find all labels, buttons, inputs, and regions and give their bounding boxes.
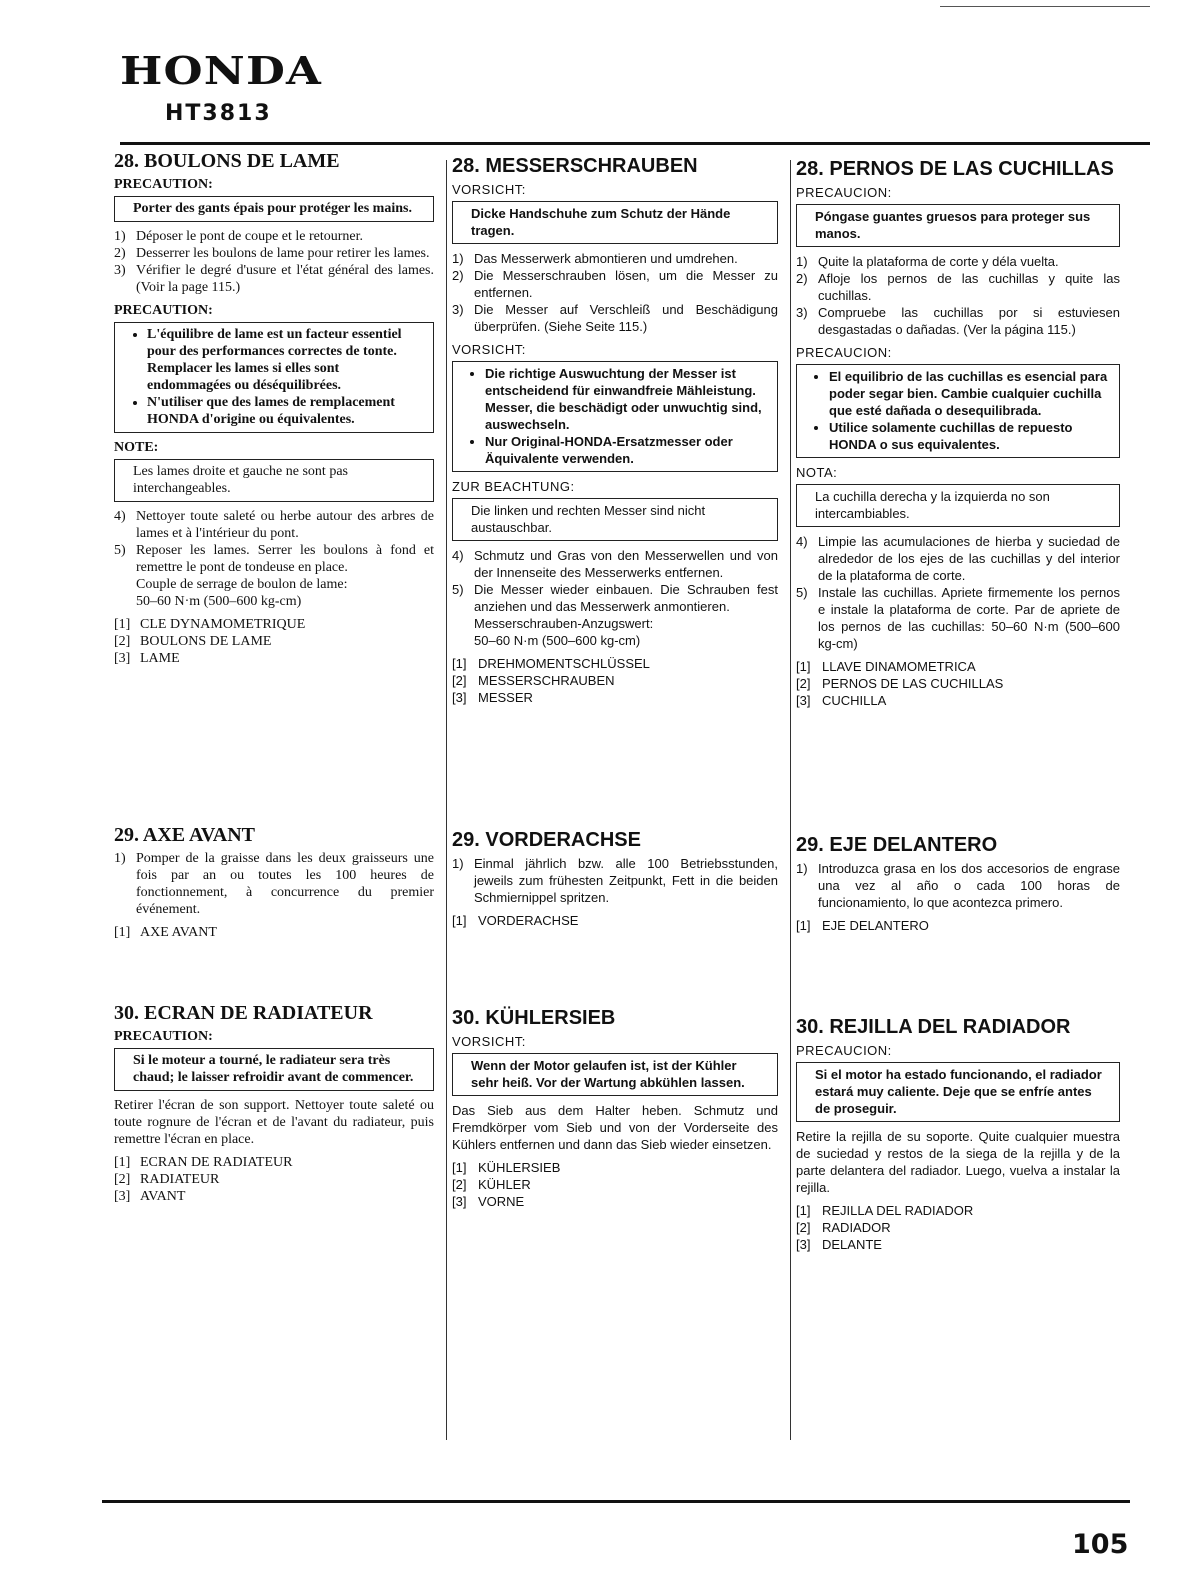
step-item — [114, 228, 434, 245]
parts-item — [796, 692, 1120, 709]
section-29 — [796, 834, 1120, 934]
note-label: NOTE: — [114, 440, 159, 455]
parts-item — [114, 616, 434, 633]
precaution-box: Si le moteur a tourné, le radiateur sera très chaud; le laisser refroidir avant de commencer. — [114, 1048, 434, 1091]
parts-item — [452, 655, 778, 672]
step-number: 3) — [114, 263, 126, 278]
parts-legend — [796, 658, 1120, 709]
step-item — [452, 301, 778, 335]
step-text: Die Messerschrauben lösen, um die Messer zu entfernen. — [474, 268, 778, 300]
parts-item — [796, 1219, 1120, 1236]
steps-list — [796, 860, 1120, 911]
step-item — [452, 547, 778, 581]
torque-label: Couple de serrage de boulon de lame: — [136, 577, 348, 592]
header-rule — [120, 142, 1150, 145]
steps-list — [452, 250, 778, 335]
parts-key: [3] — [452, 690, 467, 705]
section-29 — [452, 829, 778, 929]
parts-key: [1] — [452, 1160, 467, 1175]
precaution-label: VORSICHT: — [452, 182, 526, 197]
section-title: 28. MESSERSCHRAUBEN — [452, 155, 698, 177]
section-28 — [796, 158, 1120, 709]
parts-name: LLAVE DINAMOMETRICA — [822, 659, 976, 674]
step-item — [452, 855, 778, 906]
parts-key: [1] — [452, 913, 467, 928]
model-number: HT3813 — [165, 101, 272, 126]
parts-name: AVANT — [140, 1189, 186, 1204]
step-number: 3) — [452, 302, 464, 317]
step-item — [796, 304, 1120, 338]
precaution-label: VORSICHT: — [452, 342, 526, 357]
parts-legend — [114, 1154, 434, 1205]
precaution-box: Wenn der Motor gelaufen ist, ist der Kühler sehr heiß. Vor der Wartung abkühlen lassen. — [452, 1053, 778, 1096]
steps-list — [452, 547, 778, 649]
step-number: 5) — [796, 585, 808, 600]
step-item — [452, 250, 778, 267]
parts-item — [796, 675, 1120, 692]
step-item — [452, 581, 778, 649]
precaution-box: Porter des gants épais pour protéger les mains. — [114, 196, 434, 222]
page-number: 105 — [1072, 1529, 1129, 1560]
parts-key: [3] — [114, 651, 131, 666]
section-title: 30. REJILLA DEL RADIADOR — [796, 1016, 1071, 1038]
precaution-label: PRECAUTION: — [114, 303, 213, 318]
step-text: Déposer le pont de coupe et le retourner. — [136, 229, 364, 244]
parts-legend — [114, 924, 434, 941]
parts-name: BOULONS DE LAME — [140, 634, 272, 649]
section-28 — [452, 155, 778, 706]
precaution-box: Si el motor ha estado funcionando, el radiador estará muy caliente. Deje que se enfríe antes de proseguir. — [796, 1062, 1120, 1122]
step-number: 1) — [796, 861, 808, 876]
parts-item — [796, 658, 1120, 675]
step-item — [452, 267, 778, 301]
precaution-item: • N'utiliser que des lames de remplacement HONDA d'origine ou équivalentes. — [147, 394, 423, 428]
parts-name: CUCHILLA — [822, 693, 887, 708]
step-item — [796, 533, 1120, 584]
precaution-label: PRECAUTION: — [114, 1029, 213, 1044]
parts-key: [2] — [452, 1177, 467, 1192]
parts-name: MESSERSCHRAUBEN — [478, 673, 615, 688]
step-text: Schmutz und Gras von den Messerwellen und von der Innenseite des Messerwerks entfernen. — [474, 548, 778, 580]
step-number: 5) — [114, 543, 126, 558]
parts-item — [452, 1176, 778, 1193]
step-item — [796, 253, 1120, 270]
step-number: 1) — [452, 251, 464, 266]
parts-key: [1] — [114, 925, 131, 940]
parts-key: [1] — [114, 1155, 131, 1170]
steps-list — [114, 850, 434, 918]
step-item — [114, 245, 434, 262]
parts-name: RADIADOR — [822, 1220, 891, 1235]
step-text: Pomper de la graisse dans les deux graisseurs une fois par an ou toutes les 100 heures de fonctionnement, à concurrence du premier événement. — [136, 851, 434, 917]
section-title: 30. ECRAN DE RADIATEUR — [114, 1002, 373, 1024]
precaution-list — [133, 326, 423, 428]
precaution-item: • El equilibrio de las cuchillas es esencial para poder segar bien. Cambie cualquier cuchilla que esté dañada o desequilibrada. — [829, 368, 1109, 419]
parts-name: DREHMOMENTSCHLÜSSEL — [478, 656, 650, 671]
parts-name: KÜHLER — [478, 1177, 531, 1192]
step-number: 2) — [796, 271, 808, 286]
precaution-item: • Nur Original-HONDA-Ersatzmesser oder Äquivalente verwenden. — [485, 433, 767, 467]
section-title: 29. VORDERACHSE — [452, 829, 641, 851]
step-text: Limpie las acumulaciones de hierba y suciedad de alrededor de los ejes de las cuchillas y del interior de la plataforma de corte. — [818, 534, 1120, 583]
parts-key: [3] — [114, 1189, 131, 1204]
note-box: La cuchilla derecha y la izquierda no son intercambiables. — [796, 484, 1120, 527]
parts-name: ECRAN DE RADIATEUR — [140, 1155, 293, 1170]
step-number: 1) — [114, 229, 126, 244]
step-item — [796, 270, 1120, 304]
step-number: 3) — [796, 305, 808, 320]
precaution-list — [815, 368, 1109, 453]
parts-item — [452, 1193, 778, 1210]
top-edge-line — [940, 6, 1150, 7]
step-number: 5) — [452, 582, 464, 597]
step-text: Die Messer wieder einbauen. Die Schrauben fest anziehen und das Messerwerk anmontieren. — [474, 582, 778, 614]
parts-name: AXE AVANT — [140, 925, 217, 940]
parts-item — [452, 1159, 778, 1176]
section-title: 30. KÜHLERSIEB — [452, 1007, 616, 1029]
step-text: Introduzca grasa en los dos accesorios de engrase una vez al año o cada 100 horas de funcionamiento, lo que acontezca primero. — [818, 861, 1120, 910]
section-title: 28. PERNOS DE LAS CUCHILLAS — [796, 158, 1114, 180]
torque-label: Messerschrauben-Anzugswert: — [474, 616, 654, 631]
parts-item — [114, 1154, 434, 1171]
parts-name: RADIATEUR — [140, 1172, 220, 1187]
precaution-item: • Utilice solamente cuchillas de repuesto HONDA o sus equivalentes. — [829, 419, 1109, 453]
step-text: Reposer les lames. Serrer les boulons à fond et remettre le pont de tondeuse en place. — [136, 543, 434, 575]
parts-legend — [452, 1159, 778, 1210]
parts-name: VORDERACHSE — [478, 913, 579, 928]
step-number: 2) — [114, 246, 126, 261]
honda-logo: HONDA — [120, 48, 323, 93]
parts-name: EJE DELANTERO — [822, 918, 929, 933]
column-divider-1 — [446, 160, 447, 1440]
parts-key: [3] — [452, 1194, 467, 1209]
step-number: 1) — [796, 254, 808, 269]
parts-item — [796, 917, 1120, 934]
parts-name: REJILLA DEL RADIADOR — [822, 1203, 974, 1218]
parts-name: DELANTE — [822, 1237, 882, 1252]
parts-legend — [796, 917, 1120, 934]
note-label: NOTA: — [796, 465, 838, 480]
step-text: Quite la plataforma de corte y déla vuelta. — [818, 254, 1059, 269]
section-30 — [796, 1016, 1120, 1253]
parts-item — [452, 689, 778, 706]
step-item — [796, 584, 1120, 652]
parts-item — [114, 1171, 434, 1188]
parts-name: MESSER — [478, 690, 533, 705]
step-text: Die Messer auf Verschleiß und Beschädigung überprüfen. (Siehe Seite 115.) — [474, 302, 778, 334]
parts-item — [114, 924, 434, 941]
section-title: 29. AXE AVANT — [114, 824, 255, 846]
parts-key: [1] — [796, 1203, 811, 1218]
parts-key: [3] — [796, 1237, 811, 1252]
parts-legend — [114, 616, 434, 667]
step-item — [114, 508, 434, 542]
step-item — [114, 542, 434, 610]
parts-key: [2] — [114, 1172, 131, 1187]
parts-item — [796, 1202, 1120, 1219]
parts-name: VORNE — [478, 1194, 525, 1209]
parts-item — [452, 672, 778, 689]
precaution-item: • Die richtige Auswuchtung der Messer ist entscheidend für einwandfreie Mähleistung. Messer, die beschädigt oder unwuchtig sind, auswechseln. — [485, 365, 767, 433]
section-body: Das Sieb aus dem Halter heben. Schmutz und Fremdkörper vom Sieb und von der Vorderseite des Kühlers entfernen und dann das Sieb wieder einsetzen. — [452, 1103, 778, 1152]
parts-item — [114, 1188, 434, 1205]
step-item — [114, 850, 434, 918]
parts-key: [3] — [796, 693, 811, 708]
precaution-item: • L'équilibre de lame est un facteur essentiel pour des performances correctes de tonte. Remplacer les lames si elles sont endommagées ou déséquilibrées. — [147, 326, 423, 394]
step-number: 4) — [796, 534, 808, 549]
section-title: 28. BOULONS DE LAME — [114, 150, 340, 172]
parts-key: [2] — [796, 1220, 811, 1235]
precaution-box: Dicke Handschuhe zum Schutz der Hände tragen. — [452, 201, 778, 244]
parts-item — [452, 912, 778, 929]
parts-name: KÜHLERSIEB — [478, 1160, 561, 1175]
parts-key: [1] — [796, 918, 811, 933]
step-text: Afloje los pernos de las cuchillas y quite las cuchillas. — [818, 271, 1120, 303]
parts-key: [2] — [452, 673, 467, 688]
precaution-box — [796, 364, 1120, 458]
parts-name: PERNOS DE LAS CUCHILLAS — [822, 676, 1004, 691]
parts-item — [796, 1236, 1120, 1253]
section-30 — [452, 1007, 778, 1210]
parts-legend — [796, 1202, 1120, 1253]
precaution-label: PRECAUCION: — [796, 345, 892, 360]
precaution-label: PRECAUCION: — [796, 185, 892, 200]
steps-list — [114, 508, 434, 610]
step-number: 2) — [452, 268, 464, 283]
step-number: 1) — [114, 851, 126, 866]
precaution-box — [452, 361, 778, 472]
step-text: Einmal jährlich bzw. alle 100 Betriebsstunden, jeweils zum frühesten Zeitpunkt, Fett in die beiden Schmiernippel spritzen. — [474, 856, 778, 905]
torque-value: 50–60 N·m (500–600 kg-cm) — [474, 633, 641, 648]
steps-list — [796, 533, 1120, 652]
precaution-label: VORSICHT: — [452, 1034, 526, 1049]
footer-rule — [102, 1500, 1130, 1503]
parts-name: LAME — [140, 651, 180, 666]
torque-value: 50–60 N·m (500–600 kg-cm) — [136, 594, 302, 609]
steps-list — [452, 855, 778, 906]
parts-key: [1] — [452, 656, 467, 671]
step-number: 4) — [114, 509, 126, 524]
column-divider-2 — [790, 160, 791, 1440]
note-label: ZUR BEACHTUNG: — [452, 479, 575, 494]
parts-key: [2] — [796, 676, 811, 691]
section-29 — [114, 824, 434, 941]
parts-legend — [452, 912, 778, 929]
precaution-label: PRECAUTION: — [114, 177, 213, 192]
step-text: Compruebe las cuchillas por si estuviesen desgastadas o dañadas. (Ver la página 115.) — [818, 305, 1120, 337]
precaution-box: Póngase guantes gruesos para proteger sus manos. — [796, 204, 1120, 247]
step-number: 1) — [452, 856, 464, 871]
steps-list — [114, 228, 434, 296]
parts-item — [114, 650, 434, 667]
section-body: Retire la rejilla de su soporte. Quite cualquier muestra de suciedad y restos de la siega de la rejilla y de la parte delantera del radiador. Luego, vuelva a instalar la rejilla. — [796, 1129, 1120, 1195]
step-number: 4) — [452, 548, 464, 563]
step-text: Desserrer les boulons de lame pour retirer les lames. — [136, 246, 430, 261]
precaution-label: PRECAUCION: — [796, 1043, 892, 1058]
precaution-list — [471, 365, 767, 467]
section-30 — [114, 1002, 434, 1205]
parts-key: [1] — [114, 617, 131, 632]
precaution-box — [114, 322, 434, 433]
step-item — [796, 860, 1120, 911]
parts-legend — [452, 655, 778, 706]
section-28 — [114, 150, 434, 667]
note-box: Die linken und rechten Messer sind nicht austauschbar. — [452, 498, 778, 541]
section-title: 29. EJE DELANTERO — [796, 834, 998, 856]
parts-key: [2] — [114, 634, 131, 649]
step-item — [114, 262, 434, 296]
parts-name: CLE DYNAMOMETRIQUE — [140, 617, 306, 632]
parts-item — [114, 633, 434, 650]
step-text: Instale las cuchillas. Apriete firmemente los pernos e instale la plataforma de corte. Par de apriete de los pernos de las cuchillas: 50–60 N·m (500–600 kg-cm) — [818, 585, 1120, 651]
section-body: Retirer l'écran de son support. Nettoyer toute saleté ou toute rognure de l'écran et de l'avant du radiateur, puis remettre l'écran en place. — [114, 1098, 434, 1147]
note-box: Les lames droite et gauche ne sont pas interchangeables. — [114, 459, 434, 502]
step-text: Vérifier le degré d'usure et l'état général des lames. (Voir la page 115.) — [136, 263, 434, 295]
step-text: Das Messerwerk abmontieren und umdrehen. — [474, 251, 738, 266]
step-text: Nettoyer toute saleté ou herbe autour des arbres de lames et à l'intérieur du pont. — [136, 509, 434, 541]
parts-key: [1] — [796, 659, 811, 674]
steps-list — [796, 253, 1120, 338]
